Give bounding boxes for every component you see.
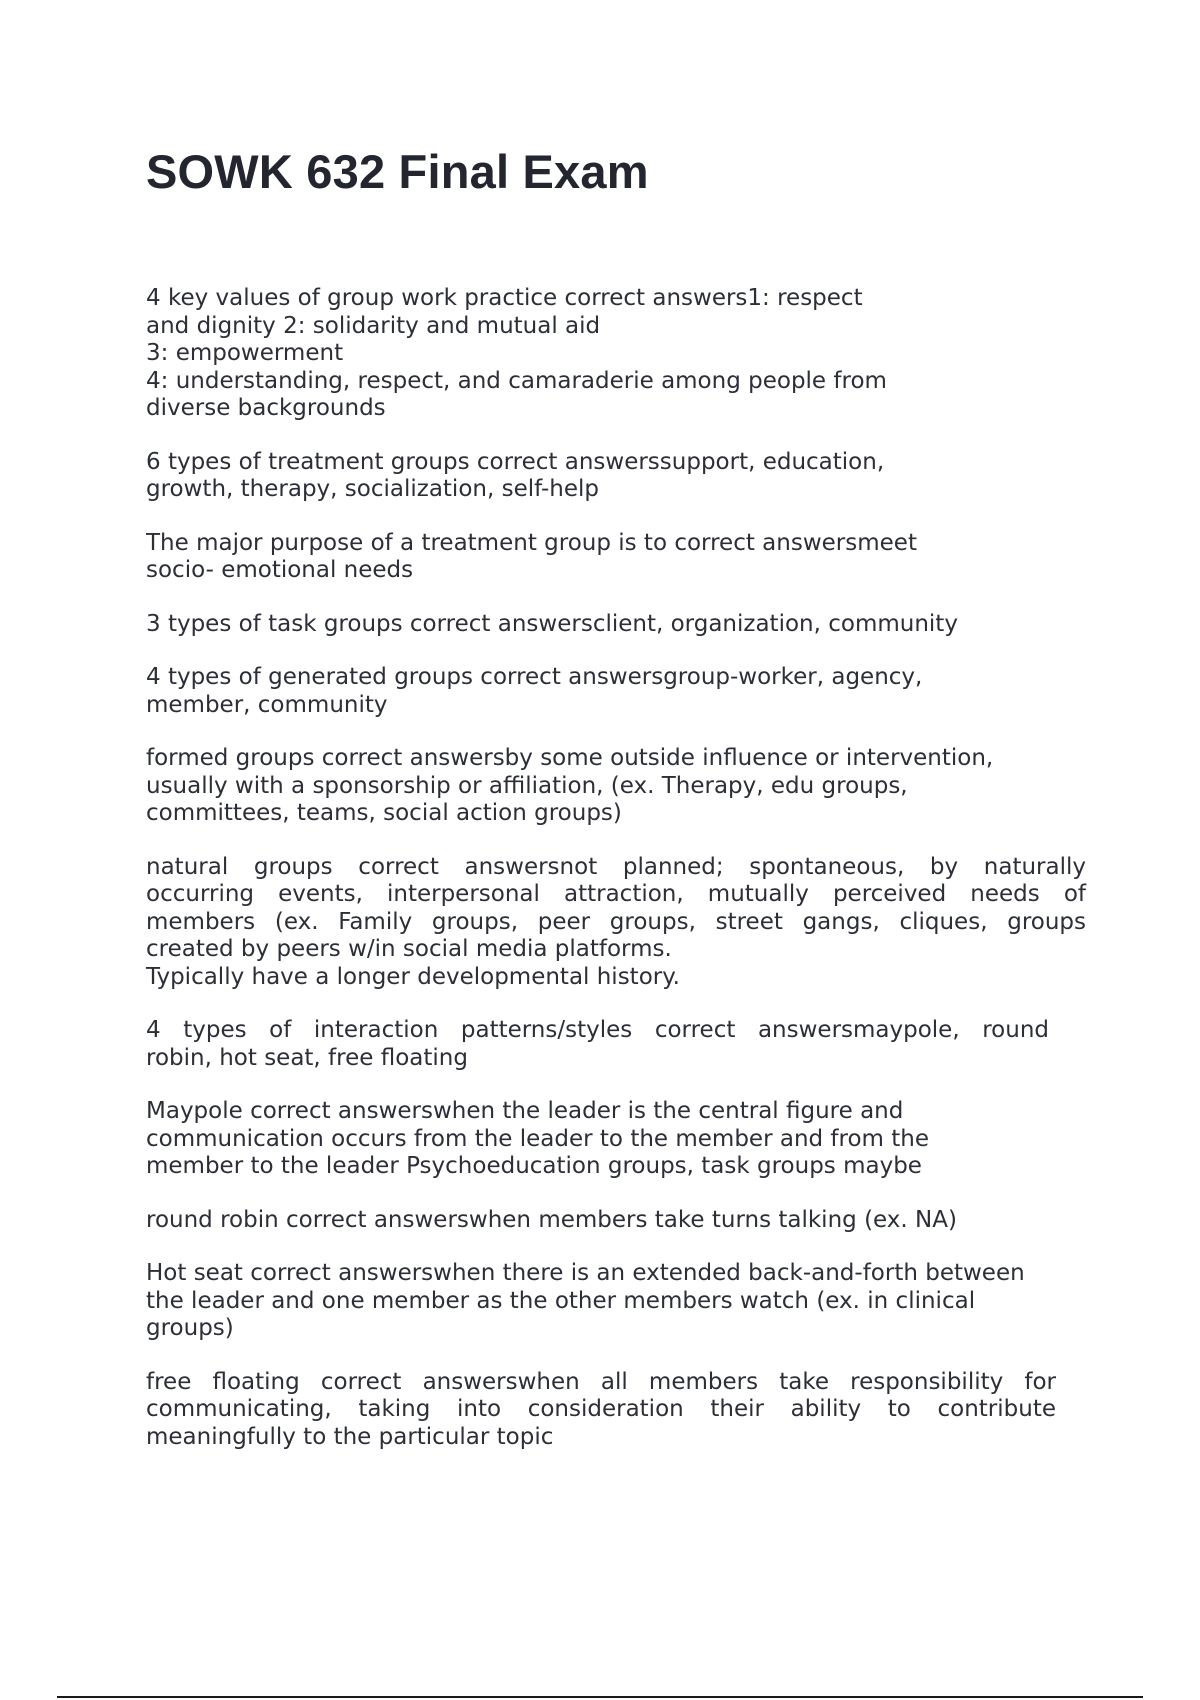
- qa-line: 6 types of treatment groups correct answerssupport, education,: [146, 448, 885, 475]
- qa-line: member to the leader Psychoeducation groups, task groups maybe: [146, 1153, 922, 1179]
- qa-entry-free-floating: [146, 1369, 1056, 1452]
- qa-line: 4 types of interaction patterns/styles correct answersmaypole, round: [146, 1017, 1049, 1043]
- qa-line: the leader and one member as the other members watch (ex. in clinical: [146, 1287, 976, 1314]
- qa-line: committees, teams, social action groups): [146, 800, 622, 826]
- qa-line: diverse backgrounds: [146, 395, 386, 421]
- qa-entry-formed-groups: [146, 745, 1086, 828]
- qa-line: socio- emotional needs: [146, 557, 414, 583]
- qa-line: created by peers w/in social media platforms.: [146, 936, 672, 962]
- qa-line: usually with a sponsorship or affiliation, (ex. Therapy, edu groups,: [146, 772, 908, 799]
- qa-entry-treatment-groups: [146, 449, 1086, 504]
- qa-entry-generated-groups: [146, 664, 1086, 719]
- qa-line: The major purpose of a treatment group is to correct answersmeet: [146, 529, 917, 556]
- qa-entry-treatment-purpose: [146, 530, 1086, 585]
- qa-line: Hot seat correct answerswhen there is an extended back-and-forth between: [146, 1260, 1025, 1286]
- qa-entry-key-values: [146, 285, 1086, 423]
- qa-line: Maypole correct answerswhen the leader is the central figure and: [146, 1098, 904, 1124]
- qa-line: growth, therapy, socialization, self-help: [146, 476, 599, 502]
- qa-list: [146, 285, 1086, 1477]
- qa-line: 3: empowerment: [146, 340, 344, 366]
- qa-entry-round-robin: [146, 1207, 1086, 1235]
- qa-line: 3 types of task groups correct answersclient, organization, community: [146, 610, 958, 637]
- qa-line: member, community: [146, 691, 388, 718]
- qa-entry-natural-groups: [146, 854, 1086, 992]
- qa-line: communication occurs from the leader to the member and from the: [146, 1125, 930, 1152]
- qa-line: robin, hot seat, free floating: [146, 1044, 468, 1071]
- qa-line: 4 types of generated groups correct answersgroup-worker, agency,: [146, 664, 923, 690]
- qa-line: Typically have a longer developmental history.: [146, 963, 680, 990]
- qa-line: and dignity 2: solidarity and mutual aid: [146, 312, 601, 339]
- qa-entry-interaction-patterns: [146, 1017, 1049, 1072]
- qa-entry-maypole: [146, 1098, 1086, 1181]
- qa-entry-task-groups: [146, 611, 1086, 639]
- qa-line: occurring events, interpersonal attraction, mutually perceived needs of: [146, 881, 1086, 907]
- qa-line: formed groups correct answersby some outside influence or intervention,: [146, 745, 994, 771]
- qa-line: members (ex. Family groups, peer groups, street gangs, cliques, groups: [146, 908, 1086, 935]
- qa-line: 4 key values of group work practice correct answers1: respect: [146, 285, 863, 311]
- qa-line: round robin correct answerswhen members take turns talking (ex. NA): [146, 1206, 957, 1233]
- qa-line: free floating correct answerswhen all members take responsibility for: [146, 1368, 1056, 1395]
- qa-line: communicating, taking into consideration their ability to contribute: [146, 1396, 1056, 1422]
- qa-line: groups): [146, 1315, 234, 1341]
- qa-entry-hot-seat: [146, 1260, 1086, 1343]
- footer-divider: [57, 1696, 1143, 1698]
- qa-line: natural groups correct answersnot planned; spontaneous, by naturally: [146, 853, 1086, 880]
- page-title: SOWK 632 Final Exam: [146, 145, 649, 198]
- qa-line: 4: understanding, respect, and camaraderie among people from: [146, 367, 887, 394]
- qa-line: meaningfully to the particular topic: [146, 1423, 554, 1450]
